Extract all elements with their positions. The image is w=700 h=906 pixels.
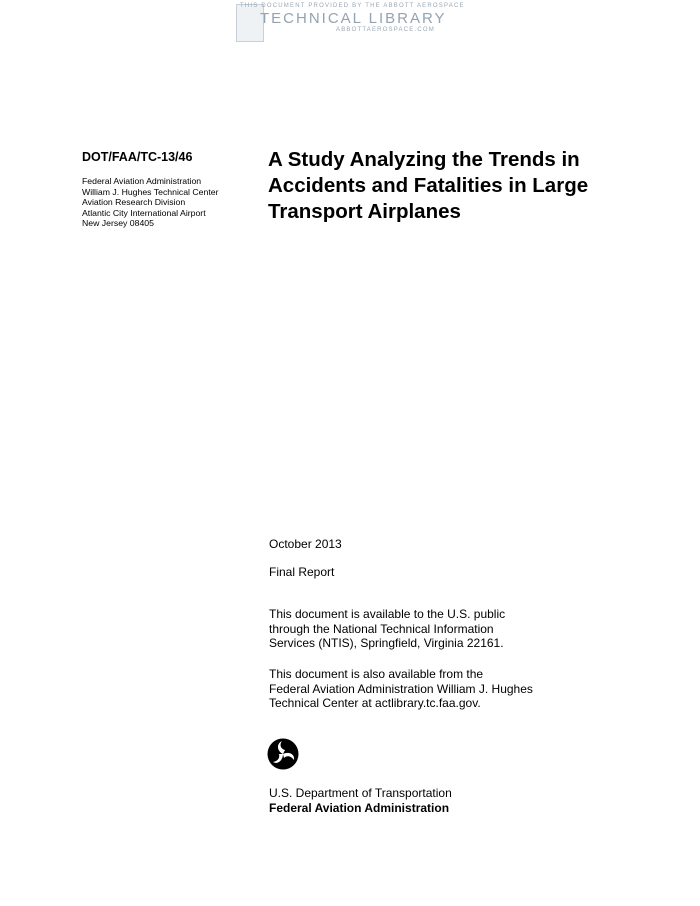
department-block [269, 786, 452, 815]
report-date: October 2013 [269, 537, 342, 551]
watermark-header [236, 2, 465, 42]
watermark-title: TECHNICAL LIBRARY [260, 10, 447, 27]
paragraph-line: Federal Aviation Administration William J. Hughes [269, 681, 533, 696]
agency-name: Federal Aviation Administration [269, 800, 450, 815]
watermark-top-line: THIS DOCUMENT PROVIDED BY THE ABBOTT AEROSPACE [240, 3, 465, 9]
department-name: U.S. Department of Transportation [269, 786, 452, 800]
paragraph-line: This document is available to the U.S. public [269, 607, 506, 621]
paragraph-line: Technical Center at actlibrary.tc.faa.gov. [269, 696, 481, 710]
address-line: Atlantic City International Airport [82, 207, 206, 218]
address-line: New Jersey 08405 [82, 218, 154, 229]
paragraph-line: Services (NTIS), Springfield, Virginia 22161. [269, 636, 504, 650]
report-info-column [82, 150, 252, 229]
paragraph-line: through the National Technical Information [269, 621, 494, 636]
address-line: William J. Hughes Technical Center [82, 186, 219, 197]
address-line: Aviation Research Division [82, 197, 186, 208]
paragraph-line: This document is also available from the [269, 667, 484, 681]
address-line: Federal Aviation Administration [82, 176, 202, 186]
report-number: DOT/FAA/TC-13/46 [82, 150, 193, 164]
faa-availability-paragraph [269, 667, 533, 711]
address-block [82, 176, 252, 229]
dot-triskelion-icon [267, 738, 299, 770]
watermark-url: ABBOTTAEROSPACE.COM [336, 27, 435, 33]
ntis-availability-paragraph [269, 607, 505, 651]
report-title: A Study Analyzing the Trends in Accidents and Fatalities in Large Transport Airplanes [268, 148, 589, 223]
report-type: Final Report [269, 565, 335, 579]
